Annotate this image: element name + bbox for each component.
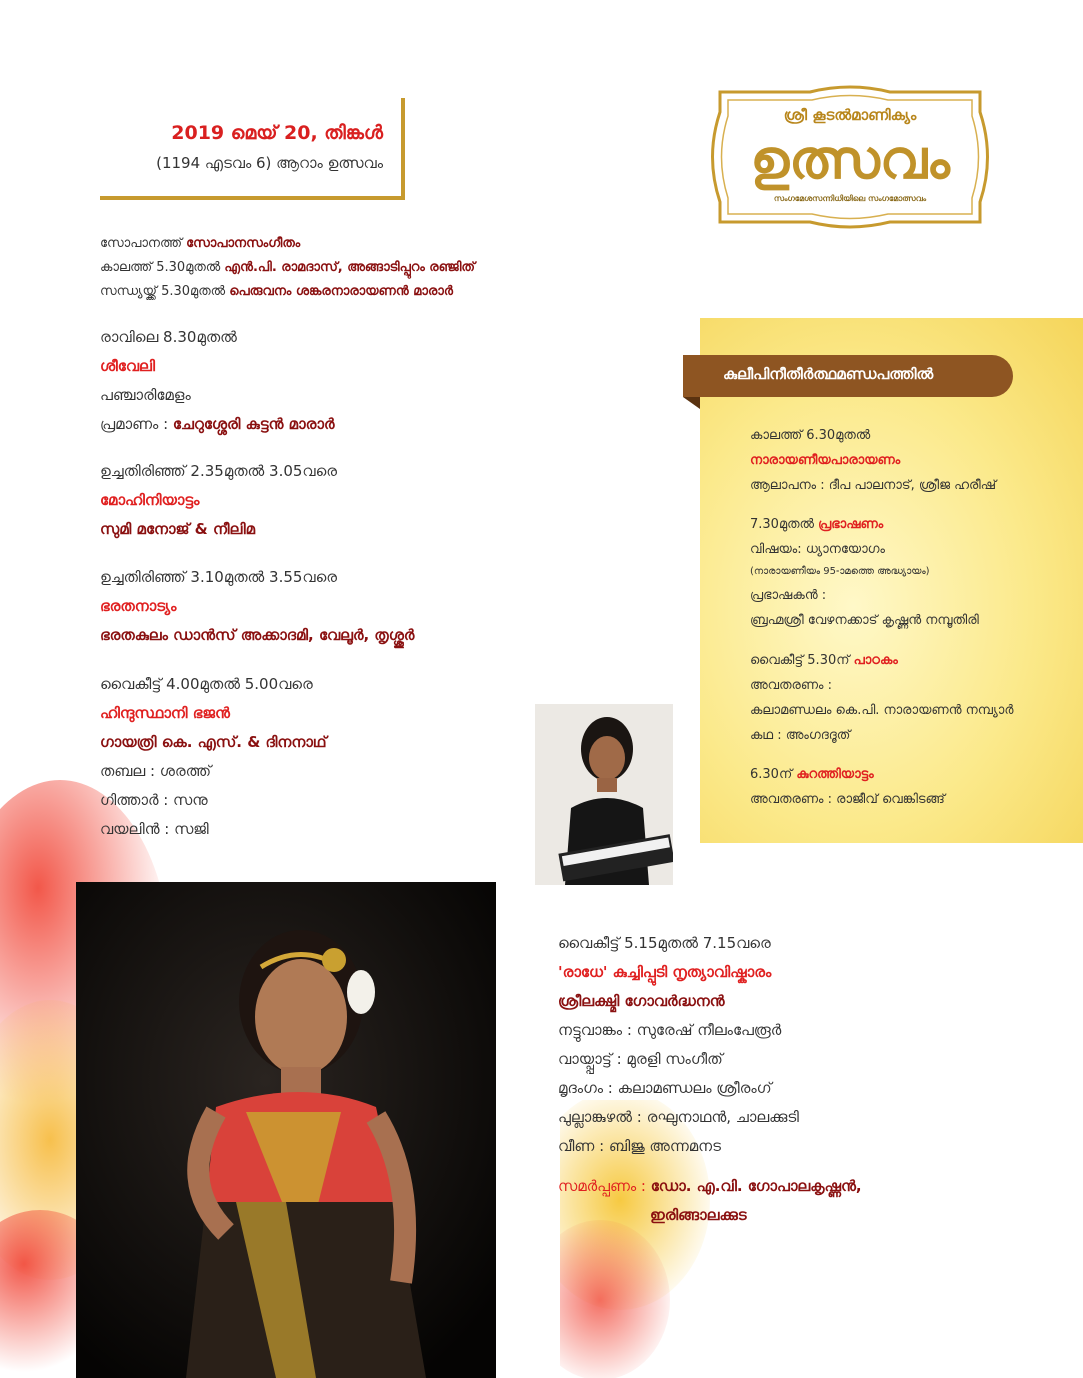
kuchipudi-event: 'രാധേ' കുച്ചിപ്പുടി നൃത്യാവിഷ്കാരം	[558, 963, 772, 981]
prabhashanam-note: (നാരായണീയം 95-ാമത്തെ അദ്ധ്യായം)	[750, 566, 930, 577]
kuchipudi-nattuvangam: നട്ടുവാങ്കം : സുരേഷ് നീലംപേരൂർ	[558, 1021, 782, 1039]
kuchipudi-artist: ശ്രീലക്ഷ്മി ഗോവർദ്ധനൻ	[558, 992, 725, 1010]
sheeveli-event: ശീവേലി	[100, 357, 156, 375]
dedication-name: ഡോ. എ.വി. ഗോപാലകൃഷ്ണൻ,	[650, 1177, 862, 1195]
festival-day: (1194 എടവം 6) ആറാം ഉത്സവം	[156, 154, 383, 172]
prabhashanam-speaker: ബ്രഹ്മശ്രീ വേഴനക്കാട് കൃഷ്ണൻ നമ്പൂതിരി	[750, 613, 979, 628]
sopanam-line-2	[100, 260, 475, 275]
kurathiyattam-line	[750, 767, 874, 782]
paadakam-time: വൈകീട്ട് 5.30ന്	[750, 653, 854, 668]
paadakam-story: കഥ : അംഗദദൂത്	[750, 728, 851, 743]
kuchipudi-mridangam: മൃദംഗം : കലാമണ്ഡലം ശ്രീരംഗ്	[558, 1079, 772, 1097]
sheeveli-time: രാവിലെ 8.30മുതൽ	[100, 328, 237, 346]
date-header	[100, 98, 405, 200]
parayanam-time: കാലത്ത് 6.30മുതൽ	[750, 428, 871, 443]
lead-artist: ചേറുശ്ശേരി കുട്ടൻ മാരാർ	[172, 415, 335, 433]
kuchipudi-flute: പുല്ലാങ്കുഴൽ : രഘുനാഥൻ, ചാലക്കുടി	[558, 1108, 799, 1126]
bhajan-artists: ഗായത്രി കെ. എസ്. & ദിനനാഥ്	[100, 733, 327, 751]
mohiniyattam-time: ഉച്ചതിരിഞ്ഞ് 2.35മുതൽ 3.05വരെ	[100, 462, 338, 480]
sheeveli-melam: പഞ്ചാരിമേളം	[100, 386, 191, 404]
event-date: 2019 മെയ് 20, തിങ്കൾ	[171, 122, 383, 144]
sopanam-evening-time: സന്ധ്യയ്ക്ക് 5.30മുതൽ	[100, 284, 230, 299]
paadakam-line	[750, 653, 898, 668]
bhajan-violin: വയലിൻ : സജി	[100, 820, 209, 838]
lead-label: പ്രമാണം :	[100, 415, 173, 433]
bhajan-event: ഹിന്ദുസ്ഥാനി ഭജൻ	[100, 704, 230, 722]
logo-tagline: സംഗമേശസന്നിധിയിലെ സംഗമോത്സവം	[773, 194, 927, 203]
bharathanatyam-artists: ഭരതകുലം ഡാൻസ് അക്കാദമി, വേലൂർ, തൃശ്ശൂർ	[100, 626, 415, 644]
sopanam-evening-artist: പെരുവനം ശങ്കരനാരായണൻ മാരാർ	[229, 284, 453, 299]
bhajan-tabla: തബല : ശരത്ത്	[100, 762, 212, 780]
gold-rule-horizontal	[100, 196, 405, 200]
sopanam-venue: സോപാനത്ത്	[100, 236, 187, 251]
kuchipudi-dedication	[558, 1177, 862, 1195]
bhajan-guitar: ഗിത്താർ : സനു	[100, 791, 208, 809]
kuchipudi-vocal: വായ്പ്പാട്ട് : മുരളി സംഗീത്	[558, 1050, 723, 1068]
photo-keyboard-player	[535, 704, 673, 885]
sopanam-morning-time: കാലത്ത് 5.30മുതൽ	[100, 260, 225, 275]
prabhashanam-time: 7.30മുതൽ	[750, 517, 819, 532]
prabhashanam-event: പ്രഭാഷണം	[818, 517, 884, 532]
kurathiyattam-time: 6.30ന്	[750, 767, 797, 782]
kuchipudi-veena: വീണ : ബിജു അന്നമനട	[558, 1137, 721, 1155]
sopanam-line-3	[100, 284, 453, 299]
bharathanatyam-time: ഉച്ചതിരിഞ്ഞ് 3.10മുതൽ 3.55വരെ	[100, 568, 338, 586]
bharathanatyam-event: ഭരതനാട്യം	[100, 597, 177, 615]
prabhashanam-line	[750, 517, 883, 532]
paadakam-event: പാഠകം	[853, 653, 898, 668]
sopanam-morning-artists: എൻ.പി. രാമദാസ്, അങ്ങാടിപ്പുറം രഞ്ജിത്	[224, 260, 475, 275]
paadakam-artist: കലാമണ്ഡലം കെ.പി. നാരായണൻ നമ്പ്യാർ	[750, 703, 1014, 718]
dedication-place: ഇരിങ്ങാലക്കുട	[650, 1206, 747, 1224]
dedication-label: സമർപ്പണം :	[558, 1177, 651, 1195]
logo-wordmark: ഉത്സവം	[750, 128, 950, 191]
kurathiyattam-artist: അവതരണം : രാജീവ് വെങ്കിടങ്ങ്	[750, 792, 945, 807]
mohiniyattam-event: മോഹിനിയാട്ടം	[100, 491, 200, 509]
gold-rule-vertical	[401, 98, 405, 200]
festival-logo	[700, 82, 1000, 232]
logo-title: ശ്രീ കൂടൽമാണിക്യം	[783, 106, 917, 124]
parayanam-event: നാരായണീയപാരായണം	[750, 453, 901, 468]
sopanam-line-1	[100, 236, 300, 251]
parayanam-singers: ആലാപനം : ദീപ പാലനാട്, ശ്രീജ ഹരീഷ്	[750, 478, 997, 493]
ribbon-fold	[683, 397, 700, 409]
kurathiyattam-event: കുറത്തിയാട്ടം	[796, 767, 874, 782]
mohiniyattam-artists: സുമി മനോജ് & നീലിമ	[100, 520, 256, 538]
kuchipudi-time: വൈകീട്ട് 5.15മുതൽ 7.15വരെ	[558, 934, 771, 952]
bhajan-time: വൈകീട്ട് 4.00മുതൽ 5.00വരെ	[100, 675, 313, 693]
panel-heading-ribbon	[683, 355, 1013, 397]
panel-heading: കുലീപിനീതീർത്ഥമണ്ഡപത്തിൽ	[723, 365, 934, 383]
prabhashanam-speaker-label: പ്രഭാഷകൻ :	[750, 588, 827, 603]
photo-dancer	[76, 882, 496, 1378]
paadakam-label: അവതരണം :	[750, 678, 833, 693]
prabhashanam-topic: വിഷയം: ധ്യാനയോഗം	[750, 542, 885, 557]
sopanam-event: സോപാനസംഗീതം	[186, 236, 301, 251]
sheeveli-lead	[100, 415, 334, 433]
